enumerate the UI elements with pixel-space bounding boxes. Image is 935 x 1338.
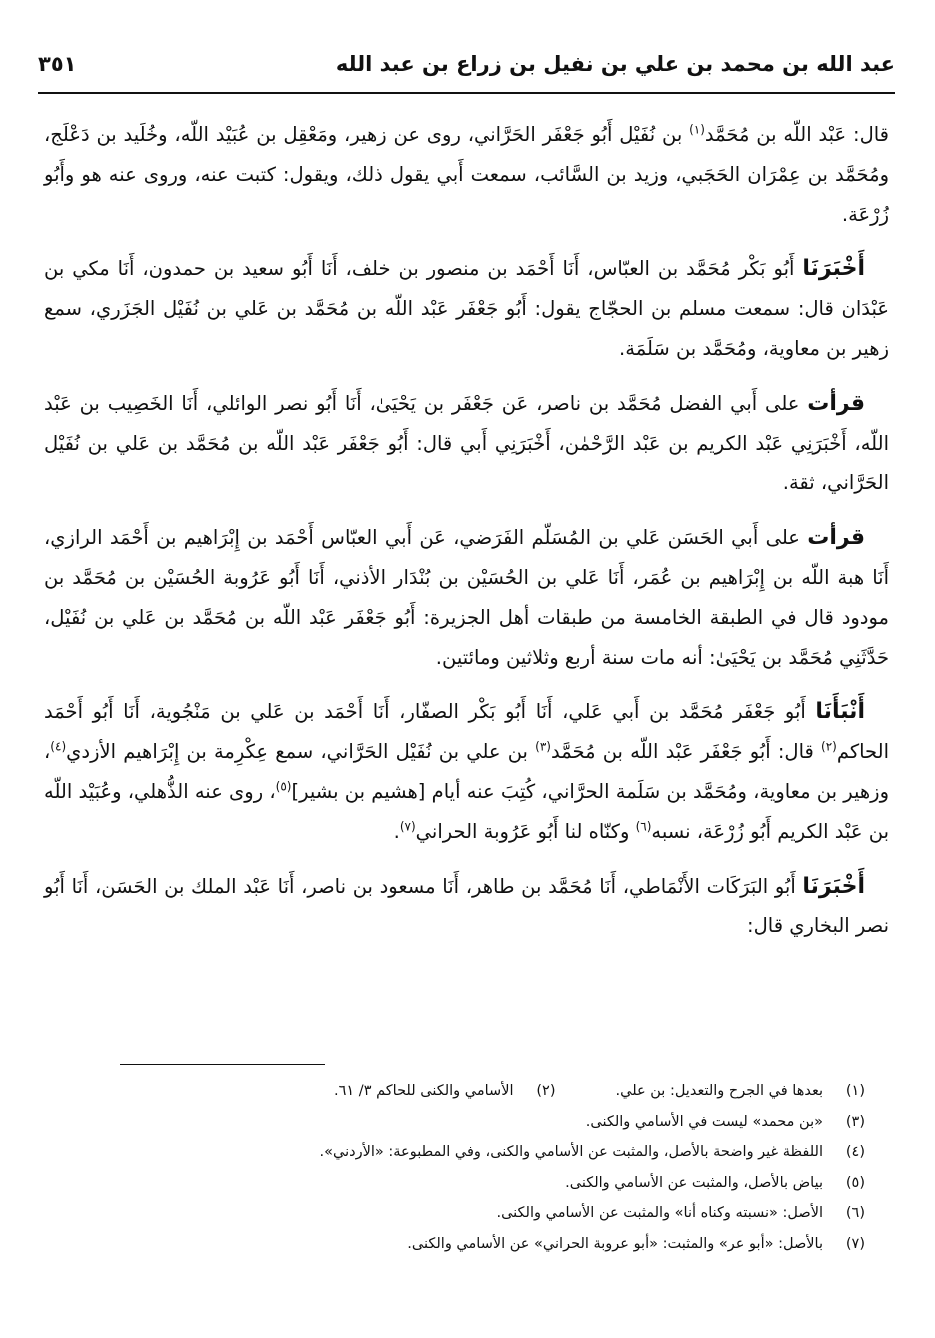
footnote-number: (١) — [845, 1083, 865, 1099]
paragraph-lead-word: أَخْبَرَنَا — [802, 873, 865, 899]
footnote-item — [496, 1198, 865, 1229]
page-header — [38, 48, 895, 94]
paragraph-text: قال: أَبُو جَعْفَر عَبْد اللّه بن مُحَمَّد — [550, 740, 822, 764]
footnote-text: «بن محمد» ليست في الأسامي والكنى. — [585, 1113, 823, 1130]
paragraph-text: على أَبي الفضل مُحَمَّد بن ناصر، عَن جَعْفَر بن يَحْيَىٰ، أَنَا أَبُو نصر الوائلي، أَنَا الخَصِيب بن عَبْد اللّه، أَخْبَرَنِي عَبْد الكريم بن عَبْد الرَّحْمٰن، أَخْبَرَنِي أَبي قال: أَبُو جَعْفَر عَبْد اللّه بن مُحَمَّد بن عَلي بن نُفَيْل الحَرَّاني، ثقة. — [44, 391, 889, 495]
footnote-separator — [120, 1064, 325, 1065]
footnote-reference: (٣) — [535, 739, 551, 754]
paragraph-lead-word: قرأت — [807, 525, 865, 551]
paragraph-text: وكنّاه لنا أَبُو عَرُوبة الحراني — [415, 819, 636, 843]
paragraph-text: بن نُفَيْل أَبُو جَعْفَر الحَرَّاني، روى عن زهير، ومَعْقِل بن عُبَيْد اللّه، وخُلَيد بن دَعْلَج، ومُحَمَّد بن عِمْرَان الحَجَبي، وزيد بن السَّائب، سمعت أَبي يقول ذلك، ويقول: كتبت عنه، وروى عنه هو وأَبُو زُرْعَة. — [44, 123, 889, 226]
footnote-line — [60, 1107, 865, 1138]
running-title: عبد الله بن محمد بن علي بن نفيل بن زراع بن عبد الله — [335, 52, 895, 76]
footnote-number: (٣) — [845, 1113, 865, 1130]
footnote-item — [616, 1076, 866, 1107]
footnote-text: بياض بالأصل، والمثبت عن الأسامي والكنى. — [565, 1174, 823, 1191]
footnote-item — [334, 1076, 556, 1107]
paragraph — [44, 249, 889, 368]
footnote-number: (٥) — [845, 1174, 865, 1191]
footnote-reference: (٢) — [821, 739, 837, 754]
footnote-text: بعدها في الجرح والتعديل: بن علي. — [615, 1083, 823, 1099]
footnote-line — [60, 1168, 865, 1199]
footnote-reference: (٦) — [635, 819, 652, 834]
footnote-number: (٢) — [536, 1083, 556, 1099]
footnote-item — [565, 1168, 865, 1199]
footnote-reference: (١) — [689, 122, 705, 137]
footnote-text: الأصل: «نسبته وكناه أنا» والمثبت عن الأسامي والكنى. — [496, 1205, 823, 1222]
footnote-reference: (٧) — [399, 819, 416, 834]
paragraph-text: أَبُو بَكْر مُحَمَّد بن العبّاس، أَنَا أَحْمَد بن منصور بن خلف، أَنَا أَبُو سعيد بن حمدون، أَنَا مكي بن عَبْدَان قال: سمعت مسلم بن الحجّاج يقول: أَبُو جَعْفَر عَبْد اللّه بن مُحَمَّد بن عَلي بن نُفَيْل الجَزَري، سمع زهير بن معاوية، ومُحَمَّد بن سَلَمَة. — [44, 257, 889, 360]
paragraph-text: أَبُو البَرَكَات الأَنْمَاطي، أَنَا مُحَمَّد بن طاهر، أَنَا مسعود بن ناصر، أَنَا عَبْد الملك بن الحَسَن، أَنَا أَبُو نصر البخاري قال: — [44, 874, 889, 938]
paragraph-text: . — [393, 819, 400, 843]
footnote-line — [60, 1076, 865, 1107]
paragraph-lead-word: أَنْبَأَنَا — [815, 699, 865, 725]
footnote-line — [60, 1198, 865, 1229]
footnote-number: (٤) — [845, 1144, 865, 1161]
paragraph — [44, 518, 889, 677]
paragraph — [44, 867, 889, 947]
paragraph-text: قال: عَبْد اللّه بن مُحَمَّد — [704, 123, 889, 146]
footnote-line — [60, 1137, 865, 1168]
footnote-line — [60, 1229, 865, 1260]
paragraph — [44, 384, 889, 503]
page-number: ٣٥١ — [38, 52, 77, 76]
paragraph-text: على أَبي الحَسَن عَلي بن المُسَلّم الفَرَضي، عَن أَبي العبّاس أَحْمَد بن إِبْرَاهيم بن أَحْمَد الرازي، أَنَا هبة اللّه بن إِبْرَاهيم بن عُمَر، أَنَا عَلي بن الحُسَيْن بن بُنْدَار الأذني، أَنَا أَبُو عَرُوبة الحُسَيْن بن مُحَمَّد بن مودود قال في الطبقة الخامسة من طبقات أهل الجزيرة: أَبُو جَعْفَر عَبْد اللّه بن مُحَمَّد بن عَلي بن نُفَيْل، حَدَّثَنِي مُحَمَّد بن يَحْيَىٰ: أنه مات سنة أربع وثلاثين ومائتين. — [44, 526, 889, 669]
paragraph-lead-word: أَخْبَرَنَا — [802, 256, 865, 282]
footnote-reference: (٤) — [50, 739, 67, 754]
footnote-text: اللفظة غير واضحة بالأصل، والمثبت عن الأسامي والكنى، وفي المطبوعة: «الأردني». — [319, 1144, 823, 1161]
footnote-item — [586, 1107, 865, 1138]
footnote-number: (٦) — [845, 1205, 865, 1222]
paragraph-text: ، وزهير بن معاوية، ومُحَمَّد بن سَلَمة الحرَّاني، كُتِبَ عنه أيام [هشيم بن بشير] — [44, 740, 889, 803]
paragraph-lead-word: قرأت — [807, 390, 865, 416]
footnote-reference: (٥) — [275, 779, 292, 794]
footnote-text: الأسامي والكنى للحاكم ٣/ ٦١. — [334, 1083, 514, 1099]
paragraph — [44, 115, 889, 234]
footnote-text: بالأصل: «أبو عر» والمثبت: «أبو عروبة الحراني» عن الأسامي والكنى. — [407, 1235, 823, 1252]
footnote-number: (٧) — [845, 1235, 865, 1252]
paragraph-text: أَبُو جَعْفَر مُحَمَّد بن أَبي عَلي، أَنَا أَبُو بَكْر الصفّار، أَنَا أَحْمَد بن عَلي بن مَنْجُوية، أَنَا أَبُو أَحْمَد الحاكم — [44, 700, 890, 764]
footnote-item — [320, 1137, 865, 1168]
footnotes — [60, 1076, 865, 1260]
main-text — [44, 115, 889, 961]
footnote-item — [407, 1229, 865, 1260]
paragraph-text: بن علي بن نُفَيْل الحَرَّاني، سمع عِكْرِمة بن إِبْرَاهيم الأزدي — [66, 740, 536, 764]
paragraph — [44, 692, 889, 851]
paragraph-text: ، روى عنه الذُّهلي، وعُبَيْد اللّه بن عَبْد الكريم أَبُو زُرْعَة، نسبه — [44, 779, 889, 843]
